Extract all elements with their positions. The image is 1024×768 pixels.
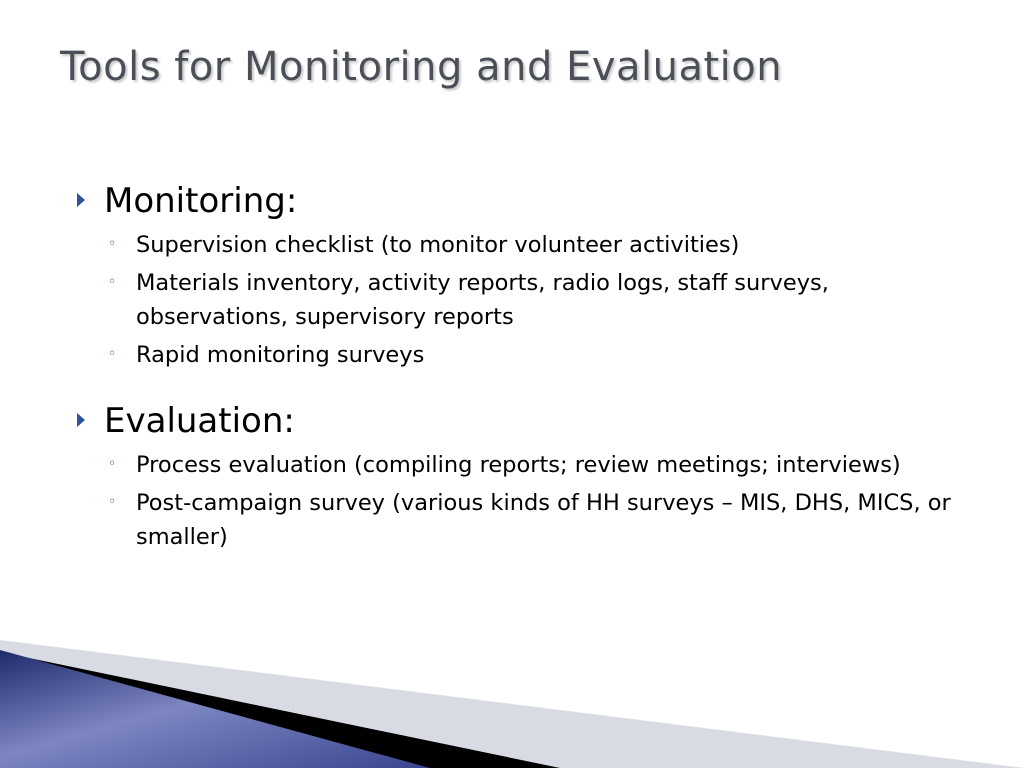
list-item-text: Supervision checklist (to monitor volunteer activities) — [136, 232, 740, 258]
hollow-circle-icon: ◦ — [108, 274, 117, 290]
section-evaluation — [76, 398, 956, 554]
section-heading: Evaluation: — [104, 401, 295, 441]
hollow-circle-icon: ◦ — [108, 236, 117, 252]
decor-blue-wedge — [0, 650, 430, 768]
caret-right-icon — [76, 178, 104, 208]
slide-title: Tools for Monitoring and Evaluation — [60, 44, 783, 90]
caret-right-icon — [76, 398, 104, 428]
list-item-text: Materials inventory, activity reports, radio logs, staff surveys, observations, supervisory reports — [136, 270, 829, 330]
hollow-circle-icon: ◦ — [108, 494, 117, 510]
list-item-text: Process evaluation (compiling reports; review meetings; interviews) — [136, 452, 901, 478]
list-item — [76, 448, 956, 482]
list-item-text: Rapid monitoring surveys — [136, 342, 425, 368]
slide-content — [76, 178, 956, 580]
decor-gray-band — [0, 640, 1024, 768]
decor-black-stripe — [0, 652, 560, 768]
monitoring-list — [76, 228, 956, 372]
bullet-evaluation — [76, 398, 956, 444]
bullet-monitoring — [76, 178, 956, 224]
section-heading: Monitoring: — [104, 181, 298, 221]
hollow-circle-icon: ◦ — [108, 346, 117, 362]
list-item — [76, 228, 956, 262]
list-item-text: Post-campaign survey (various kinds of HH surveys – MIS, DHS, MICS, or smaller) — [136, 490, 951, 550]
section-monitoring — [76, 178, 956, 372]
list-item — [76, 338, 956, 372]
list-item — [76, 266, 956, 334]
list-item — [76, 486, 956, 554]
evaluation-list — [76, 448, 956, 554]
hollow-circle-icon: ◦ — [108, 456, 117, 472]
